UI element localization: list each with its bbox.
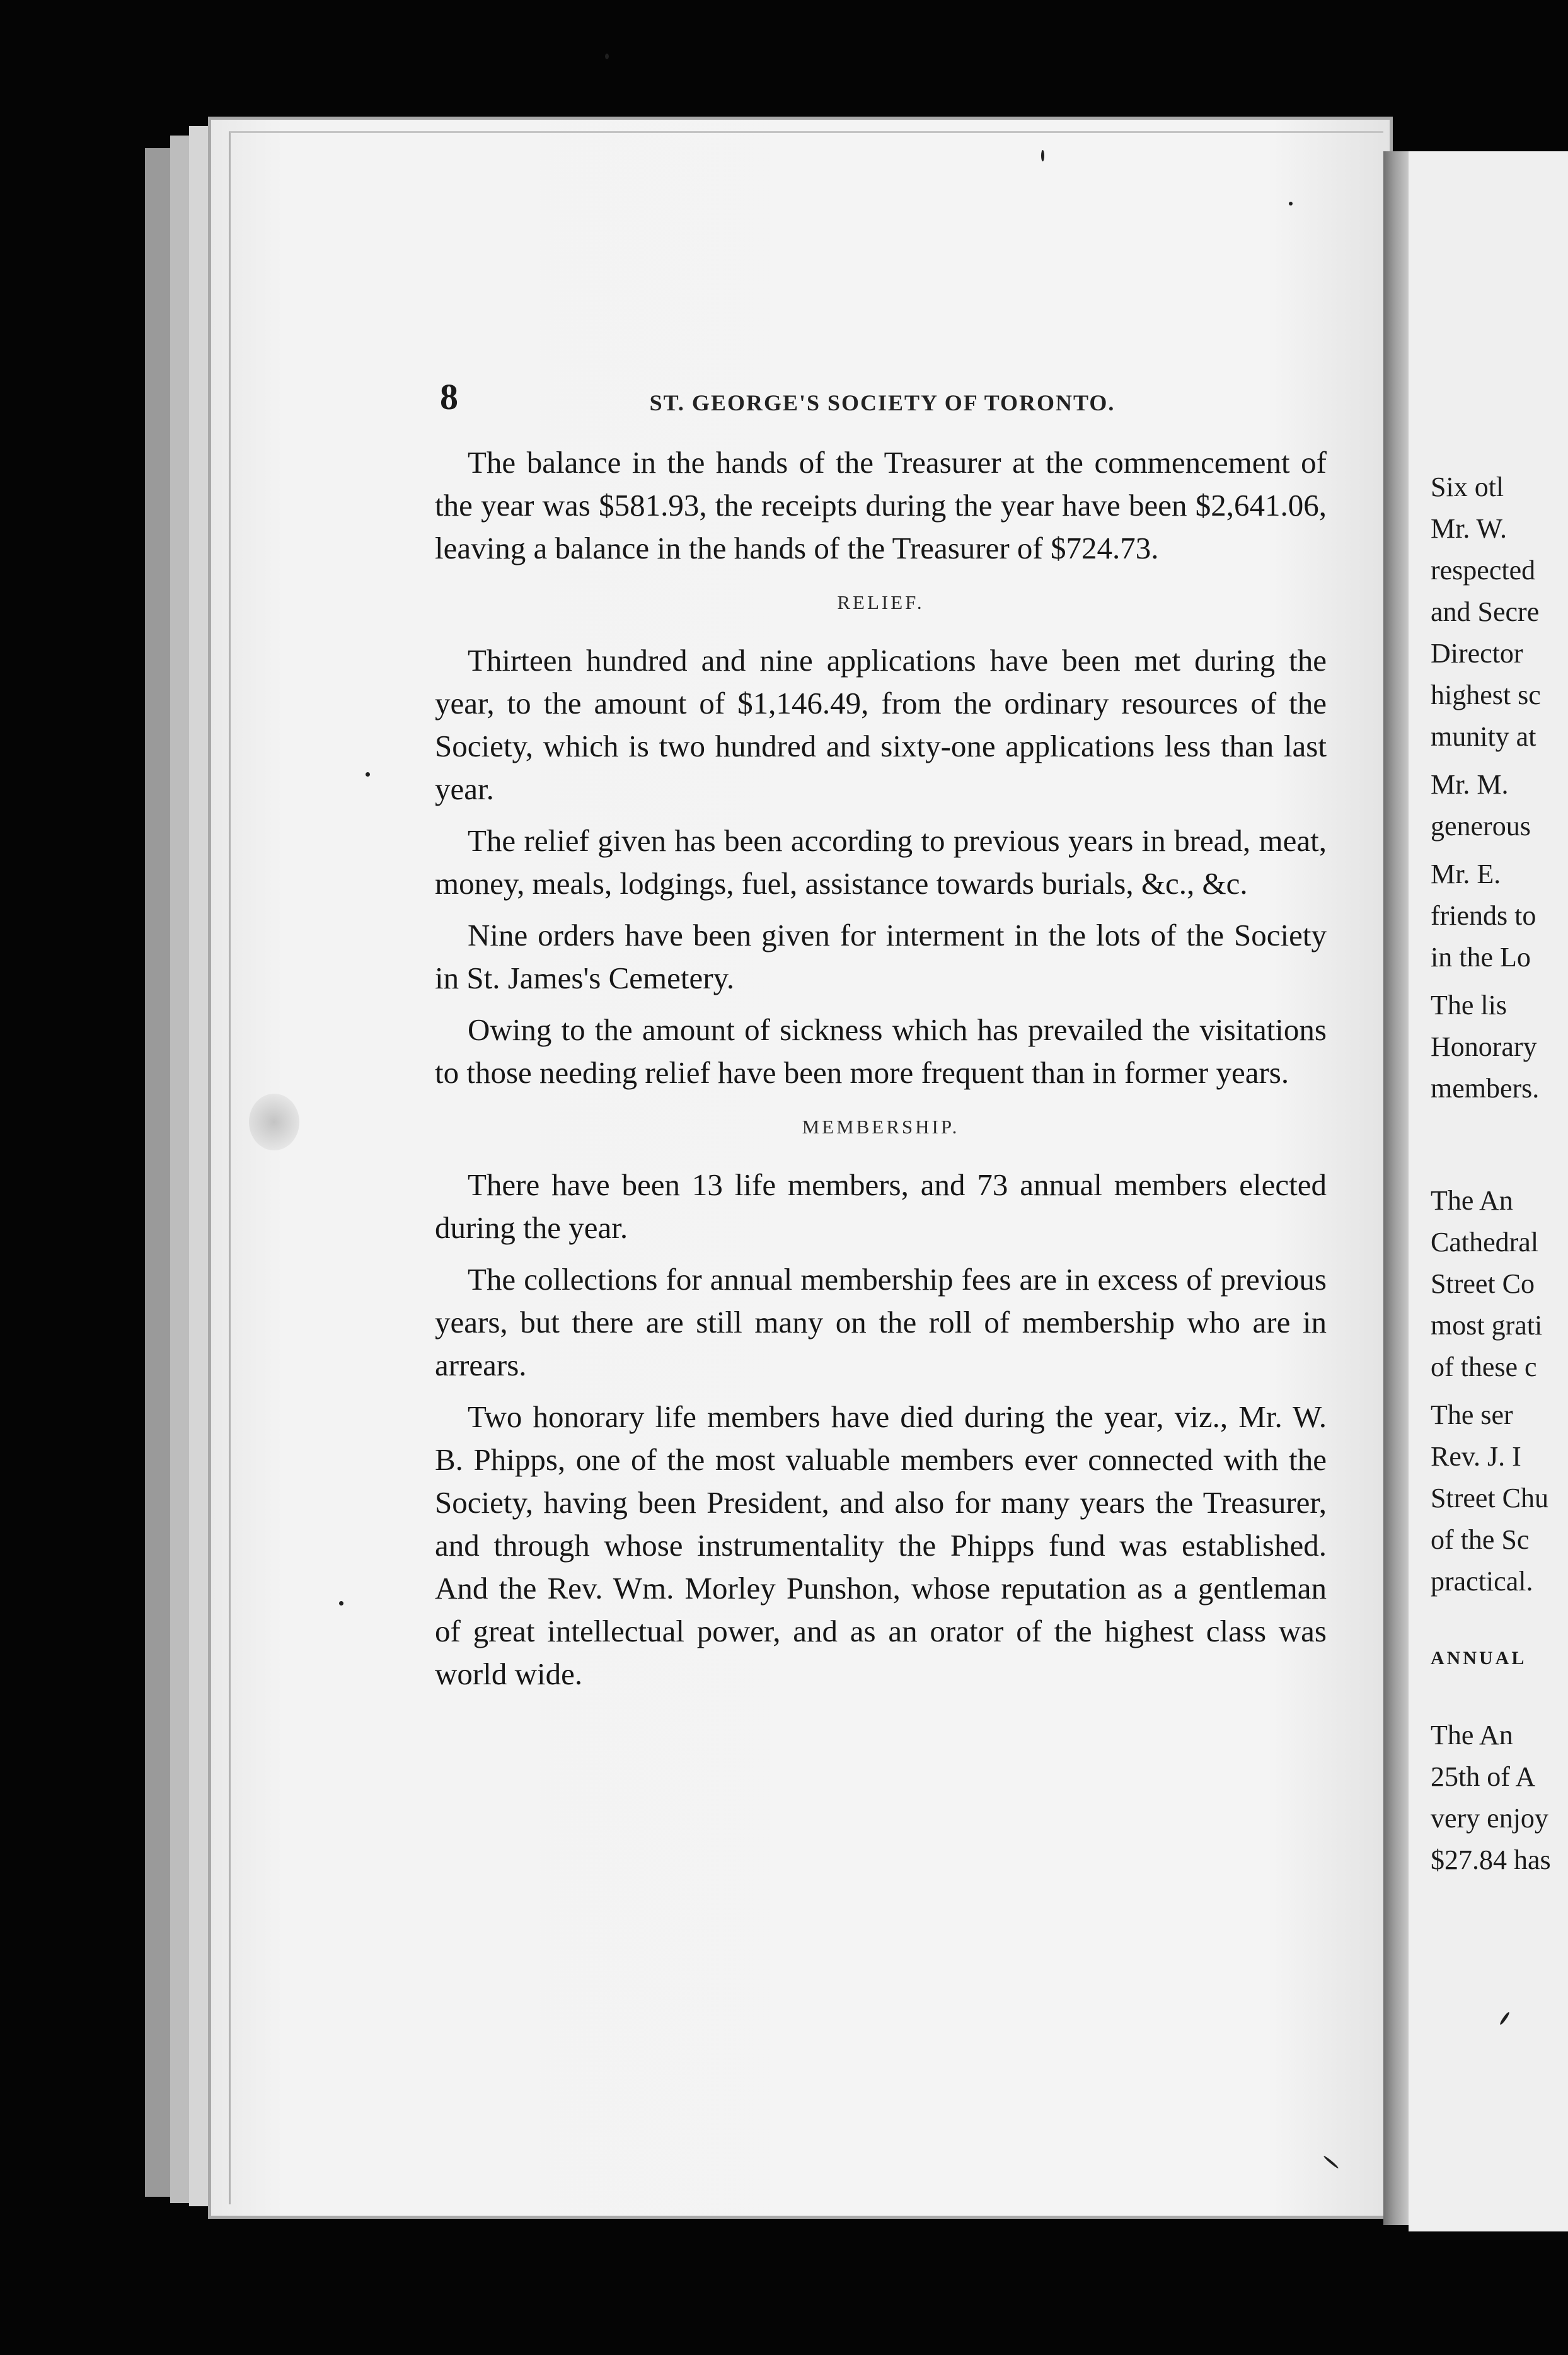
section-heading-relief: RELIEF. (837, 591, 925, 613)
facing-page-text (1431, 466, 1568, 1881)
facing-line: $27.84 has (1431, 1844, 1551, 1875)
facing-line: in the Lo (1431, 942, 1531, 973)
facing-line: generous (1431, 811, 1531, 842)
facing-line: The An (1431, 1185, 1513, 1216)
main-text-column (435, 441, 1327, 1704)
running-title: ST. GEORGE'S SOCIETY OF TORONTO. (649, 390, 1115, 415)
facing-line: The An (1431, 1720, 1513, 1750)
page-stack-edge (145, 148, 170, 2197)
facing-line: very enjoy (1431, 1803, 1548, 1834)
paragraph-treasurer-balance: The balance in the hands of the Treasurer at the commencement of the year was $581.93, the receipts during the year have been $2,641.06, leaving a balance in the hands of the Treasurer of $724.73. (435, 445, 1327, 565)
paragraph: Nine orders have been given for interment in the lots of the Society in St. James's Cemetery. (435, 918, 1327, 995)
facing-line: munity at (1431, 721, 1536, 752)
facing-line: 25th of A (1431, 1761, 1536, 1792)
facing-line: Mr. M. (1431, 769, 1509, 800)
dust-speck (339, 1601, 343, 1606)
facing-heading: ANNUAL (1431, 1648, 1527, 1669)
facing-line: highest sc (1431, 680, 1541, 710)
page-stack-edge (170, 136, 189, 2203)
facing-line: Street Co (1431, 1268, 1535, 1299)
facing-line: The ser (1431, 1399, 1513, 1430)
page-stack-edge (189, 126, 208, 2206)
facing-line: practical. (1431, 1566, 1533, 1597)
facing-line: and Secre (1431, 596, 1540, 627)
facing-line: Mr. E. (1431, 859, 1501, 889)
facing-line: of these c (1431, 1351, 1537, 1382)
facing-line: Cathedral (1431, 1227, 1539, 1258)
book-gutter (1383, 151, 1409, 2225)
facing-line: The lis (1431, 990, 1507, 1021)
paragraph: Two honorary life members have died during the year, viz., Mr. W. B. Phipps, one of the most valuable members ever connected with the Society, having been President, and also for many years the Treasurer, and through whose instrumentality the Phipps fund was established. And the Rev. Wm. Morley Punshon, whose reputation as a gentleman of great intellectual power, and as an orator of the highest class was world wide. (435, 1399, 1327, 1691)
paragraph: Thirteen hundred and nine applications have been met during the year, to the amount of $1,146.49, from the ordinary resources of the Society, which is two hundred and sixty-one applications less than last year. (435, 643, 1327, 806)
facing-line: respected (1431, 555, 1536, 586)
paper-stain (249, 1094, 299, 1150)
dust-speck (1041, 150, 1044, 161)
paragraph: There have been 13 life members, and 73 annual members elected during the year. (435, 1167, 1327, 1245)
dust-speck (1289, 202, 1293, 205)
section-heading-membership: MEMBERSHIP. (802, 1116, 960, 1138)
dust-speck (366, 772, 370, 777)
facing-line: Rev. J. I (1431, 1441, 1521, 1472)
paragraph: The collections for annual membership fees are in excess of previous years, but there are still many on the roll of membership who are in arrears. (435, 1262, 1327, 1382)
facing-line: members. (1431, 1073, 1540, 1104)
facing-line: Honorary (1431, 1031, 1537, 1062)
facing-line: most grati (1431, 1310, 1543, 1341)
paragraph: The relief given has been according to previous years in bread, meat, money, meals, lodgings, fuel, assistance towards burials, &c., &c. (435, 823, 1327, 901)
facing-line: Street Chu (1431, 1483, 1548, 1513)
dust-speck (605, 54, 609, 59)
facing-line: Mr. W. (1431, 513, 1507, 544)
facing-line: Director (1431, 638, 1523, 669)
paragraph: Owing to the amount of sickness which has prevailed the visitations to those needing relief have been more frequent than in former years. (435, 1012, 1327, 1090)
page-number: 8 (440, 376, 458, 417)
facing-line: Six otl (1431, 472, 1504, 502)
facing-line: friends to (1431, 900, 1536, 931)
facing-line: of the Sc (1431, 1524, 1530, 1555)
